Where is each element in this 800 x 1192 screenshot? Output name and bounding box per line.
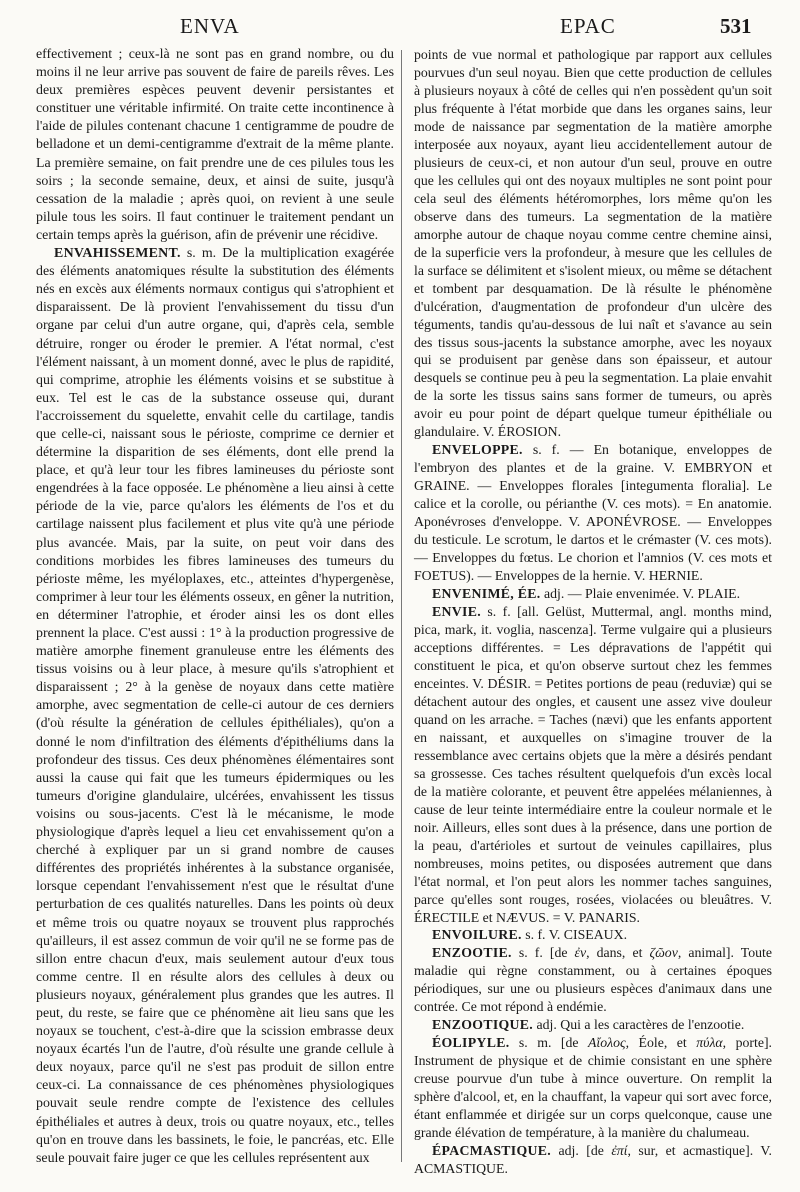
- entry-envie: [414, 603, 772, 926]
- greek-word: Αἴολος: [587, 1035, 626, 1051]
- entry-envoilure: [414, 926, 772, 944]
- headword: ÉPACMASTIQUE.: [432, 1143, 552, 1159]
- entry-text: , porte]. Instrument de physique et de chimie consistant en une sphère creuse pourvue d'un tube à mince ouverture. On remplit la sphère d'alcool, et, en la chauffant, la vapeur qui sort avec force, étant enflammée et dirigée sur un corps quelconque, cause une grande élévation de température, à la manière du chalumeau.: [414, 1035, 772, 1141]
- entry-eolipyle: [414, 1034, 772, 1142]
- entry-text: s. f. [de: [511, 945, 575, 961]
- header-right-guide-word: EPAC: [560, 14, 616, 38]
- entry-enzootique: [414, 1016, 772, 1034]
- entry-text: , dans, et: [586, 945, 650, 961]
- headword: ENZOOTIE.: [432, 945, 512, 961]
- left-column: [36, 46, 394, 1168]
- entry-text: s. m. De la multiplication exagérée des éléments anatomiques résulte la substitution des éléments nés en excès aux éléments normaux contigus qui s'atrophient et disparaissent. De là provient l'envahissement du tissu d'un organe par celui d'un autre organe, qui, d'après cela, semble détruire, ronger ou éroder le premier. A l'état normal, c'est l'élément naissant, à un moment donné, avec le plus de rapidité, qui comprime, atrophie les éléments voisins et se substitue à eux. Tel est le cas de la substance osseuse qui, durant l'accroissement du squelette, envahit celle du cartilage, tandis que celle-ci, naissant sous le périoste, comprime ce dernier et détermine la disparition de ses éléments, dont elle prend la place, et qu'à leur tour les fibres lamineuses du périoste sont engendrées à la face opposée. Le phénomène a lieu ainsi à cette période de la vie, parce qu'alors les éléments de l'os et du cartilage naissent plus facilement et plus vite qu'à une période plus avancée. Mais, par la suite, on peut voir dans des conditions morbides les fibres lamineuses des tumeurs du périoste même, les myéloplaxes, etc., atteintes d'hypergenèse, comprimer à leur tour les éléments osseux, en gêner la nutrition, en déterminer l'atrophie, et éroder ainsi les os dont elles prennent la place. C'est aussi : 1° à la production progressive de matière amorphe finement granuleuse entre les éléments des tissus voisins ou à leur place, à mesure qu'ils s'atrophient et disparaissent ; 2° à la genèse de noyaux dans cette matière amorphe, avec segmentation de celle-ci autour de ces derniers (d'où résulte la génération de cellules épithéliales), qu'on a donné le nom d'infiltration des éléments d'épithéliums dans la profondeur des tissus. Ces deux phénomènes élémentaires sont aussi la cause qui fait que les tumeurs épidermiques ou les tumeurs d'origine glandulaire, ulcérées, envahissent les tissus voisins ou sous-jacents. C'est là le mécanisme, le mode physiologique d'après lequel a lieu cet envahissement qu'on a cherché à expliquer par un si grand nombre de causes différentes des propriétés inhérentes à la substance organisée, lorsque cependant l'envahissement n'est que le résultat d'une perturbation de ces qualités naturelles. Dans les points où deux et même trois ou quatre noyaux se trouvent plus rapprochés qu'ailleurs, il est assez commun de voir qu'il ne se forme pas de sillon entre chacun d'eux, mais seulement autour d'eux tous comme centre. Il en résulte alors des cellules à deux ou plusieurs noyaux, généralement plus grandes que les autres. Il peut, du reste, se faire que ce phénomène ait lieu sans que les noyaux se touchent, c'est-à-dire que la scission embrasse deux noyaux écartés l'un de l'autre, d'où résulte une grande cellule à deux noyaux, parce qu'il ne s'est pas produit de sillon entre ceux-ci. La connaissance de ces phénomènes physiologiques pouvait seule rendre compte de l'existence des cellules épithéliales et autres à deux, trois ou quatre noyaux, etc., telles qu'on en trouve dans les bassinets, le foie, le pancréas, etc. Elle seule pouvait faire juger ce que les cellules représentent aux: [36, 246, 394, 1166]
- greek-word: ἐπί: [611, 1143, 628, 1159]
- entry-text: adj. Qui a les caractères de l'enzootie.: [533, 1017, 745, 1033]
- entry-text: s. m. [de: [509, 1035, 588, 1051]
- entry-epacmastique: [414, 1142, 772, 1178]
- entry-enveloppe: [414, 441, 772, 585]
- entry-text: , animal]. Toute maladie qui règne constamment, ou à certaines époques périodiques, sur une ou plusieurs espèces d'animaux dans une contrée. Ce mot répond à endémie.: [414, 945, 772, 1015]
- page-number: 531: [720, 14, 752, 38]
- greek-word: ἐν: [574, 945, 587, 961]
- right-column: [414, 46, 772, 1178]
- entry-text: s. f. V. CISEAUX.: [521, 927, 628, 943]
- running-header: [0, 14, 800, 44]
- greek-word: πύλα: [696, 1035, 723, 1051]
- continued-paragraph: points de vue normal et pathologique par rapport aux cellules pourvues d'un seul noyau. Bien que cette production de cellules à plusieurs noyaux à côté de celles qui n'en possèdent qu'un soit plus fréquente à l'état morbide que dans les organes sains, leur mode de naissance par segmentation de la matière amorphe interposée aux noyaux, ayant lieu accidentellement autour de plusieurs de ceux-ci, et non autour d'un seul, prouve en outre que les cellules qui ont des noyaux multiples ne sont point pour cela seul des éléments hétéromorphes, lors même qu'on les observe dans des tumeurs. La segmentation de la matière amorphe autour de chaque noyau comme centre chemine ainsi, de la superficie vers la profondeur, à mesure que les cellules de la surface se délimitent et s'isolent mieux, ou même se détachent et tombent par desquamation. De là résulte le phénomène d'ulcération, d'augmentation de profondeur d'un ulcère des téguments, tandis qu'au-dessous de lui naît et s'avance au sein des tissus sous-jacents la substance amorphe, avec les noyaux qui se produisent par genèse dans son épaisseur, et autour desquels se continue peu à peu la segmentation. La plaie envahit de la sorte les tissus sains sans former de tumeurs, ou après avoir eu pour point de départ quelque tumeur épithéliale ou glandulaire. V. ÉROSION.: [414, 47, 772, 440]
- header-left-guide-word: ENVA: [180, 14, 240, 38]
- headword: ÉOLIPYLE.: [432, 1035, 510, 1051]
- headword: ENVAHISSEMENT.: [54, 246, 181, 262]
- continued-paragraph: effectivement ; ceux-là ne sont pas en grand nombre, ou du moins il ne leur arrive pas souvent de faire de pareils rêves. Les deux premières espèces peuvent devenir persistantes et constituer une véritable infirmité. On traite cette incontinence à l'aide de pilules contenant chacune 1 centigramme de poudre de belladone et un demi-centigramme d'extrait de la même plante. La première semaine, on fait prendre une de ces pilules tous les soirs ; la seconde semaine, deux, et ainsi de suite, jusqu'à cessation de la maladie ; après quoi, on revient à une seule pilule tous les soirs. Il faut continuer le traitement pendant un certain temps après la guérison, afin de prévenir une récidive.: [36, 47, 394, 243]
- entry-text: , sur, et acmastique]. V. ACMASTIQUE.: [414, 1143, 772, 1177]
- headword: ENZOOTIQUE.: [432, 1017, 534, 1033]
- headword: ENVIE.: [432, 604, 481, 620]
- column-divider: [401, 50, 402, 1162]
- entry-envenime: [414, 585, 772, 603]
- entry-text: , Éole, et: [625, 1035, 697, 1051]
- entry-text: adj. [de: [551, 1143, 612, 1159]
- headword: ENVELOPPE.: [432, 442, 523, 458]
- greek-word: ζῶον: [649, 945, 678, 961]
- entry-enzootie: [414, 944, 772, 1016]
- headword: ENVOILURE.: [432, 927, 522, 943]
- entry-text: s. f. [all. Gelüst, Muttermal, angl. months mind, pica, mark, it. voglia, nascenza]. Terme vulgaire qui a plusieurs acceptions différentes. = Les dépravations de l'appétit qui constituent le pica, et qu'on observe surtout chez les femmes enceintes. V. DÉSIR. = Petites portions de peau (reduviæ) qui se détachent autour des ongles, et causent une assez vive douleur quand on les arrache. = Taches (nævi) que les enfants apportent en naissant, et auxquelles on s'imagine trouver de la ressemblance avec certains objets que la mère a désirés pendant sa grossesse. Ces taches résultent quelquefois d'un excès local de la matière colorante, et peuvent être appelées mélaniennes, à cause de leur teinte intermédiaire entre la couleur normale et le noir. Ailleurs, elles sont dues à la présence, dans une portion de la peau, d'artérioles et surtout de veinules capillaires, plus nombreuses, moins petites, ou disposées autrement que dans l'état normal, et l'on peut alors les nommer taches sanguines, parce qu'elles sont rouges, rosées, violacées ou bleuâtres. V. ÉRECTILE et NÆVUS. = V. PANARIS.: [414, 604, 772, 925]
- entry-envahissement: [36, 245, 394, 1168]
- entry-text: s. f. — En botanique, enveloppes de l'embryon des plantes et de la graine. V. EMBRYON et GRAINE. — Enveloppes florales [integumenta floralia]. Le calice et la corolle, ou périanthe (V. ces mots). = En anatomie. Aponévroses d'enveloppe. V. APONÉVROSE. — Enveloppes du testicule. Le scrotum, le dartos et le crémaster (V. ces mots). — Enveloppes du fœtus. Le chorion et l'amnios (V. ces mots et FOETUS). — Enveloppes de la hernie. V. HERNIE.: [414, 442, 772, 584]
- headword: ENVENIMÉ, ÉE.: [432, 586, 541, 602]
- entry-text: adj. — Plaie envenimée. V. PLAIE.: [540, 586, 741, 602]
